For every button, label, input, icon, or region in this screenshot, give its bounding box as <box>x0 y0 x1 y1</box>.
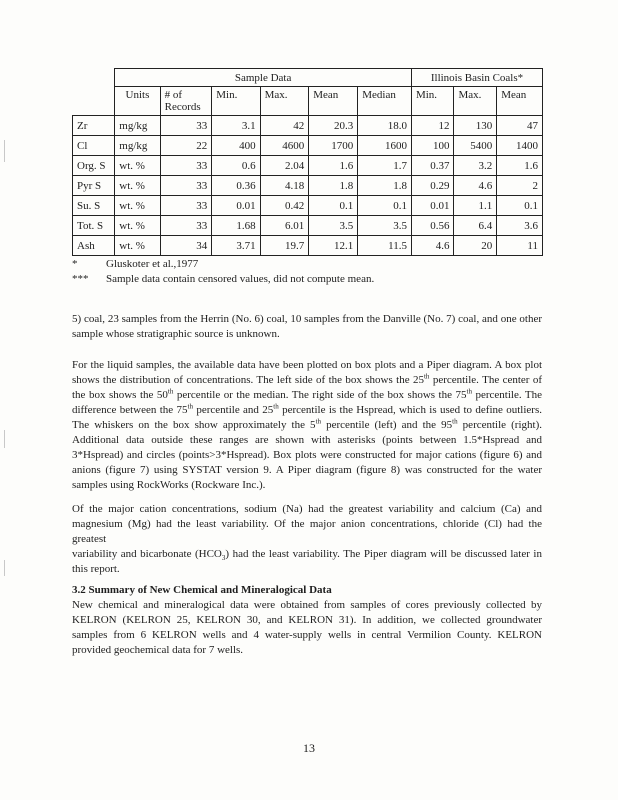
paragraph-text: New chemical and mineralogical data were obtained from samples of cores previously collected by KELRON (KELRON 25, KELRON 30, and KELRON 31). In addition, we collected groundwater samples from 6 KELRON wells and 4 water-supply wells in central Vermilion County. KELRON provided geochemical data for 7 wells. <box>72 599 542 656</box>
column-header-records: # of Records <box>160 87 212 116</box>
footnote-mark: * <box>72 258 78 270</box>
table-corner-cell <box>73 87 115 116</box>
table-cell: 4600 <box>260 136 309 156</box>
table-cell: 3.5 <box>309 216 358 236</box>
table-corner-cell <box>73 69 115 87</box>
table-cell: 3.2 <box>454 156 497 176</box>
column-header-min: Min. <box>212 87 260 116</box>
table-row <box>73 136 543 156</box>
footnote-text: Sample data contain censored values, did not compute mean. <box>106 273 375 285</box>
table-row <box>73 216 543 236</box>
paragraph-sample-sources <box>72 312 542 342</box>
table-column-header-row <box>73 87 543 116</box>
table-cell: 0.56 <box>411 216 454 236</box>
group-header-illinois-basin-coals: Illinois Basin Coals* <box>411 69 542 87</box>
row-label: Zr <box>73 116 115 136</box>
table-cell: 3.71 <box>212 236 260 256</box>
table-cell: 400 <box>212 136 260 156</box>
table-cell: 33 <box>160 176 212 196</box>
table-cell: 19.7 <box>260 236 309 256</box>
column-header-basin-mean: Mean <box>497 87 543 116</box>
table-cell: 1.1 <box>454 196 497 216</box>
table-cell: wt. % <box>115 236 160 256</box>
paragraph-text: variability and bicarbonate $(HCO_3)$ had the least variability. The Piper diagram will be discussed later in this report. <box>72 548 542 575</box>
column-header-units: Units <box>115 87 160 116</box>
column-header-mean: Mean <box>309 87 358 116</box>
table-cell: 0.36 <box>212 176 260 196</box>
footnote-mark: *** <box>72 273 89 285</box>
page-number: 13 <box>303 741 315 755</box>
footnote <box>72 272 374 287</box>
table-cell: 42 <box>260 116 309 136</box>
table-cell: wt. % <box>115 156 160 176</box>
coal-data-table <box>72 68 543 256</box>
table-cell: 34 <box>160 236 212 256</box>
table-cell: 4.18 <box>260 176 309 196</box>
table-cell: 6.01 <box>260 216 309 236</box>
table-cell: 0.1 <box>309 196 358 216</box>
table-cell: 33 <box>160 196 212 216</box>
table-footnotes <box>72 257 374 287</box>
column-header-median: Median <box>358 87 412 116</box>
table-cell: 1.6 <box>309 156 358 176</box>
table-cell: 3.6 <box>497 216 543 236</box>
paragraph-text: For the liquid samples, the available data have been plotted on box plots and a Piper diagram. A box plot shows the distribution of concentrations. The left side of the box shows the 25th percentile. The center of the box shows the 50th percentile or the median. The right side of the box shows the 75th percentile. The difference between the 75th percentile and 25th percentile is the Hspread, which is used to define outliers. The whiskers on the box show approximately the 5th percentile (left) and the 95th percentile (right). Additional data outside these ranges are shown with asterisks (points between 1.5*Hspread and 3*Hspread) and circles (points>3*Hspread). Box plots were constructed for major cations (figure 6) and anions (figure 7) using SYSTAT version 9. A Piper diagram (figure 8) was constructed for the water samples using RockWorks (Rockware Inc.). <box>72 359 542 491</box>
table-cell: 6.4 <box>454 216 497 236</box>
table-cell: 4.6 <box>454 176 497 196</box>
table-cell: mg/kg <box>115 116 160 136</box>
row-label: Ash <box>73 236 115 256</box>
table-cell: 0.37 <box>411 156 454 176</box>
table-cell: 100 <box>411 136 454 156</box>
table-cell: 0.29 <box>411 176 454 196</box>
row-label: Org. S <box>73 156 115 176</box>
table-cell: wt. % <box>115 216 160 236</box>
table-body <box>73 116 543 256</box>
table-cell: 11 <box>497 236 543 256</box>
column-header-basin-max: Max. <box>454 87 497 116</box>
table-cell: 3.1 <box>212 116 260 136</box>
table-cell: 33 <box>160 116 212 136</box>
section-heading: 3.2 Summary of New Chemical and Mineralogical Data <box>72 584 332 596</box>
table-cell: 1.6 <box>497 156 543 176</box>
scan-edge-mark <box>4 140 5 162</box>
table-row <box>73 236 543 256</box>
table-cell: 1.7 <box>358 156 412 176</box>
table-cell: 130 <box>454 116 497 136</box>
table-cell: 33 <box>160 156 212 176</box>
table-cell: 3.5 <box>358 216 412 236</box>
table-cell: 1.8 <box>358 176 412 196</box>
row-label: Cl <box>73 136 115 156</box>
table-cell: mg/kg <box>115 136 160 156</box>
table-cell: 11.5 <box>358 236 412 256</box>
table-cell: wt. % <box>115 176 160 196</box>
table-row <box>73 156 543 176</box>
table-cell: 47 <box>497 116 543 136</box>
row-label: Pyr S <box>73 176 115 196</box>
scan-edge-mark <box>4 560 5 576</box>
column-header-basin-min: Min. <box>411 87 454 116</box>
paragraph-box-plots <box>72 358 542 493</box>
table-cell: 1600 <box>358 136 412 156</box>
table-cell: 0.1 <box>358 196 412 216</box>
table-cell: 0.1 <box>497 196 543 216</box>
table-cell: 0.6 <box>212 156 260 176</box>
row-label: Tot. S <box>73 216 115 236</box>
table-row <box>73 196 543 216</box>
group-header-sample-data: Sample Data <box>115 69 412 87</box>
table-cell: 20.3 <box>309 116 358 136</box>
scan-edge-mark <box>4 430 5 448</box>
table-cell: 4.6 <box>411 236 454 256</box>
table-cell: 1.8 <box>309 176 358 196</box>
paragraph-text: Of the major cation concentrations, sodium (Na) had the greatest variability and calcium (Ca) and magnesium (Mg) had the least variability. Of the major anion concentrations, chloride (Cl) had the greatest <box>72 503 542 545</box>
table-cell: 12 <box>411 116 454 136</box>
table-cell: 0.01 <box>212 196 260 216</box>
paragraph-variability <box>72 502 542 577</box>
row-label: Su. S <box>73 196 115 216</box>
table-cell: 33 <box>160 216 212 236</box>
section-new-data <box>72 583 542 658</box>
table-cell: 5400 <box>454 136 497 156</box>
table-cell: 2 <box>497 176 543 196</box>
table-cell: 1400 <box>497 136 543 156</box>
table-cell: 18.0 <box>358 116 412 136</box>
table-group-header-row <box>73 69 543 87</box>
table-cell: 2.04 <box>260 156 309 176</box>
table-cell: 20 <box>454 236 497 256</box>
table-cell: 1700 <box>309 136 358 156</box>
table-cell: wt. % <box>115 196 160 216</box>
footnote-text: Gluskoter et al.,1977 <box>106 258 199 270</box>
table-cell: 0.42 <box>260 196 309 216</box>
table-cell: 0.01 <box>411 196 454 216</box>
table-row <box>73 116 543 136</box>
table-cell: 22 <box>160 136 212 156</box>
column-header-max: Max. <box>260 87 309 116</box>
paragraph-text: 5) coal, 23 samples from the Herrin (No. 6) coal, 10 samples from the Danville (No. 7) coal, and one other sample whose stratigraphic source is unknown. <box>72 313 542 340</box>
table-cell: 12.1 <box>309 236 358 256</box>
table-cell: 1.68 <box>212 216 260 236</box>
footnote <box>72 257 374 272</box>
table-row <box>73 176 543 196</box>
